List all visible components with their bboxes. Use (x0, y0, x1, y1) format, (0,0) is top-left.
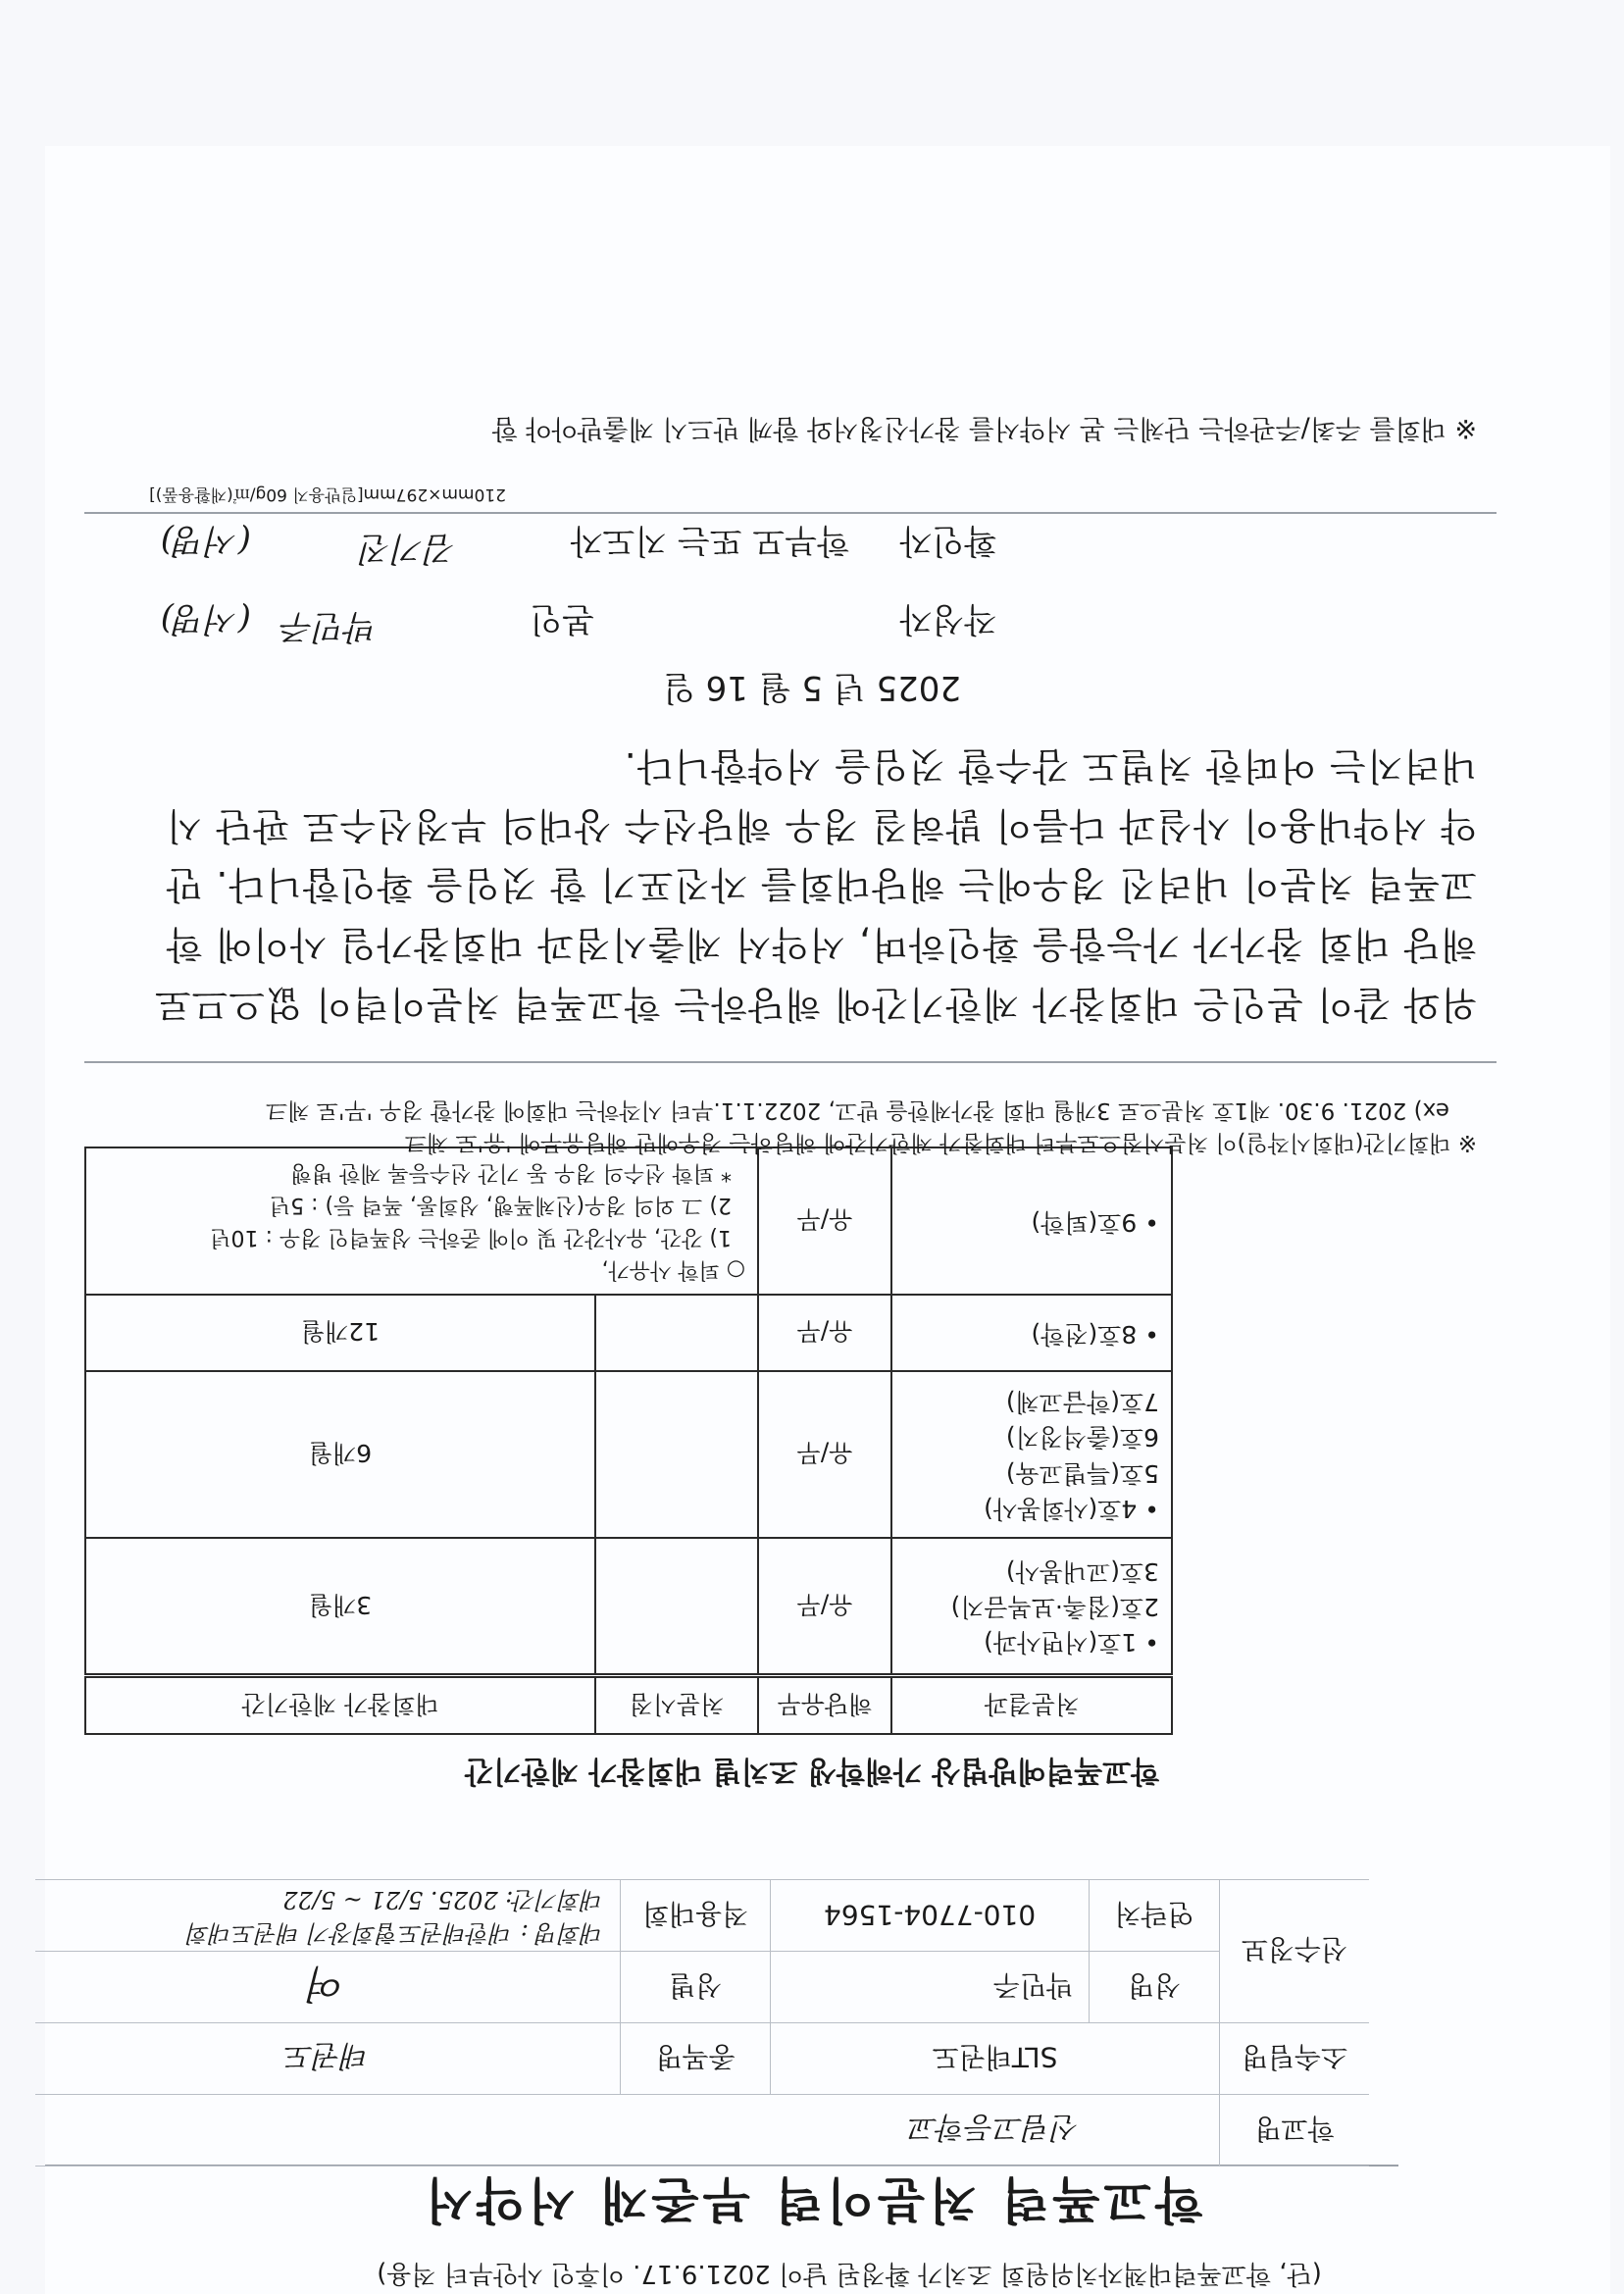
criteria-row (85, 1148, 1172, 1296)
event-label: 종목명 (621, 2023, 771, 2095)
row-check[interactable]: 유/무 (758, 1148, 891, 1296)
row-limit: 12개월 (85, 1296, 595, 1372)
gender-value: 여 (35, 1952, 621, 2023)
criteria-subtitle: 학교폭력예방법상 가해학생 조치별 대회참가 제한기간 (464, 1754, 1160, 1788)
row-check[interactable]: 유/무 (758, 1539, 891, 1676)
header-applicable: 해당유무 (758, 1676, 891, 1735)
sign-date: 2025 년 5 월 16 일 (663, 668, 961, 707)
header-date: 처분시점 (595, 1676, 758, 1735)
row-limit: 6개월 (85, 1372, 595, 1539)
team-label: 소속팀명 (1220, 2023, 1370, 2095)
criteria-footnote (84, 1093, 1477, 1158)
competition-label: 적용대회 (621, 1880, 771, 1952)
contact-value: 010-7704-1564 (771, 1880, 1090, 1952)
submission-note: ※ 대회를 주최/주관하는 단체는 본 서약서를 참가신청서와 함께 반드시 제출받아야 함 (491, 413, 1477, 443)
name-value: 박민주 (771, 1952, 1090, 2023)
item: 6호(출석정지) (1005, 1423, 1159, 1453)
divider (84, 1061, 1497, 1063)
competition-period: 대회기간: 2025. 5/21 ~ 5/22 (282, 1886, 605, 1913)
team-row (35, 2023, 1369, 2095)
competition-name: 대회명 : 대한태권도협회장기 태권도대회 (187, 1918, 605, 1947)
criteria-header-row (85, 1676, 1172, 1735)
info-table (35, 1879, 1369, 2167)
team-value: SLT태권도 (771, 2023, 1220, 2095)
item: 5호(특별교육) (1005, 1458, 1159, 1488)
row-limit: 3개월 (85, 1539, 595, 1676)
item: • 9호(퇴학) (1031, 1207, 1159, 1237)
row-items (891, 1372, 1172, 1539)
item: • 4호(사회봉사) (984, 1495, 1159, 1523)
confirmer-label: 확인자 (899, 521, 996, 560)
footnote-line: ex) 2021. 9.30. 제1호 처분으로 3개월 대회 참가제한을 받고, 2022.1.1.부터 시작하는 대회에 참가할 경우 '무'로 체크 (266, 1096, 1449, 1123)
player-label: 선수정보 (1220, 1880, 1370, 2023)
confirmer-seal: (서명) (160, 521, 251, 560)
writer-name: 박민주 (281, 607, 379, 646)
contact-label: 연락처 (1090, 1880, 1220, 1952)
criteria-table (84, 1147, 1173, 1736)
limit-line: 1) 강간, 유사강간 및 이에 준하는 성폭력인 경우 : 10년 (210, 1225, 732, 1250)
row-items (891, 1539, 1172, 1676)
writer-role: 본인 (530, 599, 594, 638)
school-label: 학교명 (1220, 2095, 1370, 2167)
application-note: (단, 학교폭력대책자치위원회 조치가 확정된 날이 2021.9.17. 이후인 사안부터 적용) (377, 2259, 1322, 2288)
header-result: 처분결과 (891, 1676, 1172, 1735)
row-check[interactable]: 유/무 (758, 1296, 891, 1372)
item: 3호(교내봉사) (1005, 1556, 1159, 1586)
name-label: 성명 (1090, 1952, 1220, 2023)
row-date[interactable] (595, 1296, 758, 1372)
limit-line: ○ 퇴학 사유가, (601, 1257, 745, 1283)
confirmer-role: 학부모 또는 지도자 (570, 521, 849, 560)
row-items (891, 1296, 1172, 1372)
pledge-text: 위와 같이 본인은 대회참가 제한기간에 해당하는 학교폭력 처분이력이 없으므로 해당 대회 참가가 가능함을 확인하며, 서약서 제출시점과 대회참가일 사이에 학교폭력 처분이 내려진 경우에는 해당대회를 자진포기 할 것임을 확인합니다. 만약 서약내용이 사실과 다름이 밝혀질 경우 해당선수 상대의 부정선수로 판단 시 내려지는 어떠한 처벌도 감수할 것임을 서약합니다. (153, 743, 1477, 1026)
empty-cell (35, 2095, 771, 2167)
row-limit-detail (85, 1148, 758, 1296)
confirmer-name: 김기진 (360, 529, 457, 568)
writer-seal: (서명) (160, 599, 251, 638)
contact-row (35, 1880, 1369, 1952)
limit-line: 2) 그 외의 경우(신체폭행, 성희롱, 폭력 등) : 5년 (269, 1193, 732, 1218)
criteria-row (85, 1372, 1172, 1539)
criteria-row (85, 1296, 1172, 1372)
gender-label: 성별 (621, 1952, 771, 2023)
row-date[interactable] (595, 1539, 758, 1676)
divider (84, 512, 1497, 514)
row-items (891, 1148, 1172, 1296)
header-limit: 대회참가 제한기간 (85, 1676, 595, 1735)
school-row (35, 2095, 1369, 2167)
footnote-line: ※ 대회기간(대회시작일)이 처분시점으로부터 대회참가 제한기간에 해당하는 경우에만 해당유무에 '유'로 체크 (404, 1130, 1477, 1155)
row-check[interactable]: 유/무 (758, 1372, 891, 1539)
limit-line: * 퇴학 선수의 경우 동 기간 선수등록 제한 병행 (290, 1160, 732, 1186)
writer-label: 작성자 (899, 599, 996, 638)
item: 2호(접촉·보복금지) (950, 1592, 1159, 1621)
competition-cell (35, 1880, 621, 1952)
event-value: 태권도 (35, 2023, 621, 2095)
row-date[interactable] (595, 1372, 758, 1539)
item: • 1호(서면사과) (984, 1628, 1159, 1657)
item: • 8호(전학) (1031, 1319, 1159, 1349)
school-value: 신림고등학교 (771, 2095, 1220, 2167)
paper-spec: 210mm×297mm[일반용지 60g/㎡(재활용품)] (149, 484, 506, 504)
item: 7호(학급교체) (1005, 1388, 1159, 1417)
player-row (35, 1952, 1369, 2023)
document-title: 학교폭력 처분이력 부존재 서약서 (421, 2171, 1203, 2228)
criteria-row (85, 1539, 1172, 1676)
